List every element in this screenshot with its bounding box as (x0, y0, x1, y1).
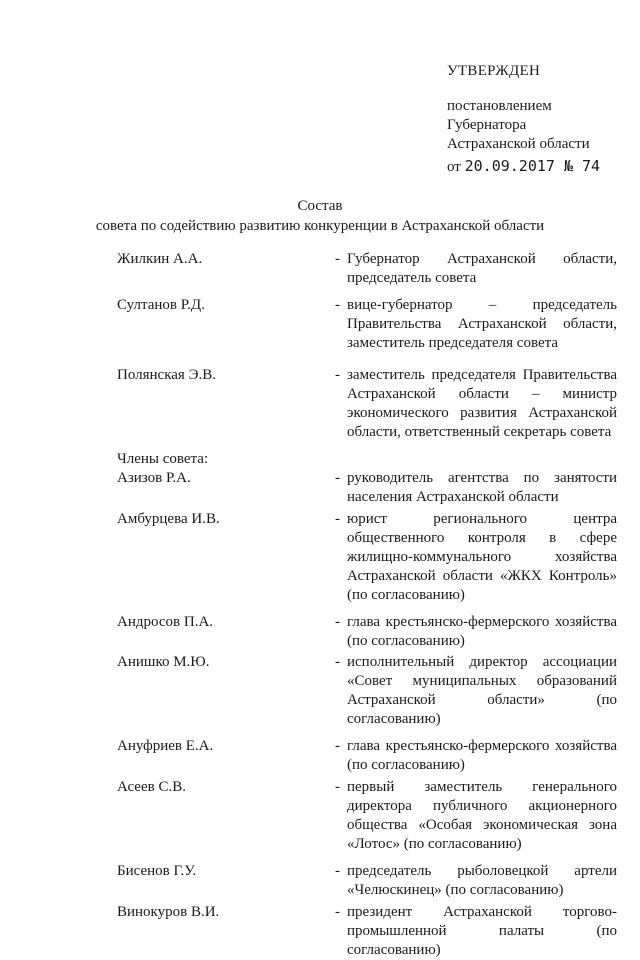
member-name: Амбурцева И.В. (117, 511, 220, 527)
member-role: первый заместитель генерального директора публичного акционерного общества «Особая экономическая зона «Лотос» (по согласованию) (347, 779, 617, 852)
member-dash: - (335, 470, 340, 486)
member-row (117, 469, 617, 507)
member-row (117, 510, 617, 605)
member-role: глава крестьянско-фермерского хозяйства (по согласованию) (347, 614, 617, 649)
member-dash: - (335, 863, 340, 879)
member-role: вице-губернатор – председатель Правительства Астраханской области, заместитель председателя совета (347, 297, 617, 351)
approval-date (447, 157, 632, 177)
approval-title: УТВЕРЖДЕН (447, 63, 541, 79)
member-dash: - (335, 738, 340, 754)
member-row (117, 250, 617, 288)
member-role: заместитель председателя Правительства Астраханской области – министр экономического развития Астраханской области, ответственный секретарь совета (347, 367, 617, 440)
member-row (117, 778, 617, 854)
document-heading (0, 197, 640, 236)
member-dash: - (335, 251, 340, 267)
approval-stamp (447, 62, 632, 177)
member-name: Анишко М.Ю. (117, 654, 210, 670)
member-name: Ануфриев Е.А. (117, 738, 214, 754)
approval-date-prefix: от (447, 159, 461, 175)
member-row (117, 653, 617, 729)
member-name: Азизов Р.А. (117, 470, 191, 486)
member-name: Асеев С.В. (117, 779, 186, 795)
member-row (117, 737, 617, 775)
member-name: Жилкин А.А. (117, 251, 203, 267)
members-group-label: Члены совета: (117, 451, 209, 467)
member-row (117, 862, 617, 900)
member-role: исполнительный директор ассоциации «Совет муниципальных образований Астраханской области» (по согласованию) (347, 654, 617, 727)
member-role: глава крестьянско-фермерского хозяйства (по согласованию) (347, 738, 617, 773)
member-role: юрист регионального центра общественного контроля в сфере жилищно-коммунального хозяйства Астраханской области «ЖКХ Контроль» (по согласованию) (347, 511, 617, 603)
heading-subtitle: совета по содействию развитию конкуренции в Астраханской области (95, 218, 545, 234)
member-name: Полянская Э.В. (117, 367, 216, 383)
member-name: Винокуров В.И. (117, 904, 220, 920)
council-member-list (117, 250, 617, 960)
member-dash: - (335, 654, 340, 670)
member-role: президент Астраханской торгово-промышленной палаты (по согласованию) (347, 904, 617, 958)
member-dash: - (335, 614, 340, 630)
member-row (117, 296, 617, 353)
member-row (117, 366, 617, 442)
heading-title: Состав (297, 198, 343, 214)
member-row (117, 613, 617, 651)
member-dash: - (335, 297, 340, 313)
member-name: Султанов Р.Д. (117, 297, 205, 313)
approval-line-1: постановлением (447, 98, 552, 114)
member-dash: - (335, 367, 340, 383)
member-dash: - (335, 904, 340, 920)
member-dash: - (335, 779, 340, 795)
approval-line-3: Астраханской области (447, 136, 590, 152)
member-role: руководитель агентства по занятости населения Астраханской области (347, 470, 617, 505)
member-role: Губернатор Астраханской области, председатель совета (347, 251, 617, 286)
member-name: Бисенов Г.У. (117, 863, 197, 879)
approval-date-value: 20.09.2017 № 74 (464, 157, 601, 175)
approval-line-2: Губернатора (447, 117, 527, 133)
member-role: председатель рыболовецкой артели «Челюскинец» (по согласованию) (347, 863, 617, 898)
member-row (117, 903, 617, 960)
member-name: Андросов П.А. (117, 614, 214, 630)
member-dash: - (335, 511, 340, 527)
